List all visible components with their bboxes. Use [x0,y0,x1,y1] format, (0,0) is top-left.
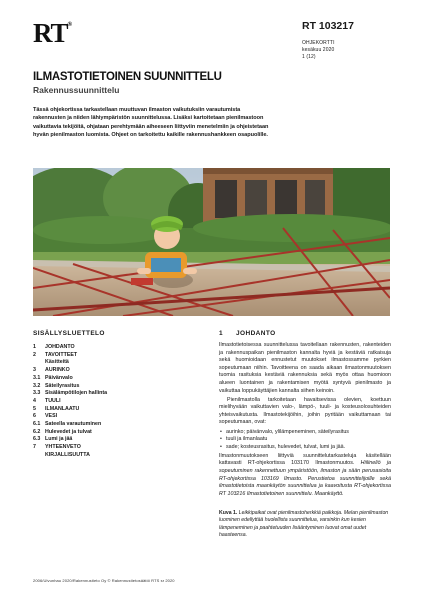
toc-item: 7 YHTEENVETO [33,444,81,451]
paragraph: Pienilmastolla tarkoitetaan havaitsevissa olevien, koettuun mielihyvään vaikuttavien valo-, lämpö-, tuuli- ja kosteusolosuhteiden yhteisvaikutusta. Ilmastotekijöihin, joihin pyritään vaikuttamaan tai sopeutumaan, ovat: [219,396,391,426]
registered-mark: ® [67,22,71,28]
publication-date: kesäkuu 2020 [302,47,335,53]
reference-italic: Hiilineliö ja sopeutuminen rakennettuun ympäristöön, ilmaston ja sään perusasioita RT-ohjekortissa 103169 Ilmasto. Perustietoa suunnittelijoille sekä ilmastotietoista maankäytön suunnittelua ja kaavoitusta RT-ohjekortissa RT 103216 Ilmastotietoinen suunnittelu. Maankäyttö. [219,460,391,497]
toc-item: 5 ILMANLAATU [33,405,80,412]
bullet-item: • sade; kosteusrasitus, hulevedet, tulvat, lumi ja jää. [226,444,391,452]
logo-text: RT [33,18,68,48]
section-number: 1 [219,330,223,337]
intro-paragraph: Tässä ohjekortissa tarkastellaan muuttuvan ilmaston vaikutuksiin varautumista rakennusten ja niiden lähiympäristön suunnittelussa. Lisäksi kartoitetaan pienilmastoon vaikuttavia tekijöitä, ohjataan perehtymään aiheeseen liittyviin menetelmiin ja ohjeistetaan hyvän pienilmaston luomista. Ohjeet on tarkoitettu kaikille rakennushankkeen osapuolille. [33,107,269,139]
document-number: RT 103217 [302,20,354,32]
rt-logo [33,20,71,47]
document-meta [302,40,335,61]
table-of-contents [33,344,203,460]
playground-illustration [33,168,390,316]
page-title: ILMASTOTIETOINEN SUUNNITTELU [33,71,222,83]
bullet-list [219,429,391,452]
figure-caption [219,510,391,539]
toc-item: Käsitteitä [45,359,69,366]
toc-item: 6 VESI [33,413,58,420]
bullet-item: • tuuli ja ilmanlaatu [226,436,391,444]
toc-item: 6.1 Sateella varautuminen [33,421,102,428]
playground-photo [33,168,390,316]
toc-item: 3.2 Säteilyrasitus [33,382,80,389]
toc-heading: SISÄLLYSLUETTELO [33,330,105,337]
paragraph: Ilmastotietoisessa suunnittelussa tavoitellaan rakennusten, rakenteiden ja rakennuspaikan pienilmaston kannalta hyviä ja kestäviä ratkaisuja sekä huomioidaan ennustetut muutokset ilmastossamme pyrkien sopeutumaan niihin. Tavoitteena on saada aikaan ilmastonmuutoksen tuomia rasituksia kestäviä rakennuksia sekä myös ottaa huomioon alueen luontainen ja rakentamisen myötä syntyvä pienilmasto ja vaikuttaa loppukäyttäjien kannalta siihen keinoin. [219,342,391,394]
toc-item: 4 TUULI [33,397,61,404]
toc-item: 3 AURINKO [33,367,70,374]
footer: 2006/Ulvunhau 2020/Rakennustieto Oy © Rakennustietosäätiö RTS sr 2020 [33,578,175,583]
page-count: 1 (12) [302,54,316,60]
caption-text: Leikkipaikat ovat pienilmastoherkkiä paikkoja. Melan pienilmaston luominen edellyttää huolellista suunnittelua, varsinkin kun kesien lämpeneminen ja paahtetuuden lisääntyminen luovat omat uudet haasteensa. [219,510,389,538]
toc-item: 3.1 Päivänvalo [33,374,73,381]
section-heading: JOHDANTO [236,330,276,337]
toc-item: 2 TAVOITTEET [33,351,78,358]
paragraph [219,453,391,499]
card-type: OHJEKORTTI [302,40,335,46]
toc-item: KIRJALLISUUTTA [45,451,90,458]
toc-item: 6.2 Hulevedet ja tulvat [33,428,92,435]
page-subtitle: Rakennussuunnittelu [33,85,120,95]
toc-item: 6.3 Lumi ja jää [33,436,73,443]
caption-label: Kuva 1. [219,510,238,516]
bullet-item: • aurinko; päivänvalo, ylilämpeneminen, säteilyrasitus [226,429,391,437]
toc-item: 1 JOHDANTO [33,344,75,350]
toc-item: 3.3 Sisälämpötilojen hallinta [33,390,108,397]
section-body [219,342,391,500]
reference-text: Ilmastonmuutokseen liittyviä suunnittelutarkasteluja käsitellään kattavasti RT-ohjekortissa 103170 Ilmastonmuutos. [219,452,391,467]
